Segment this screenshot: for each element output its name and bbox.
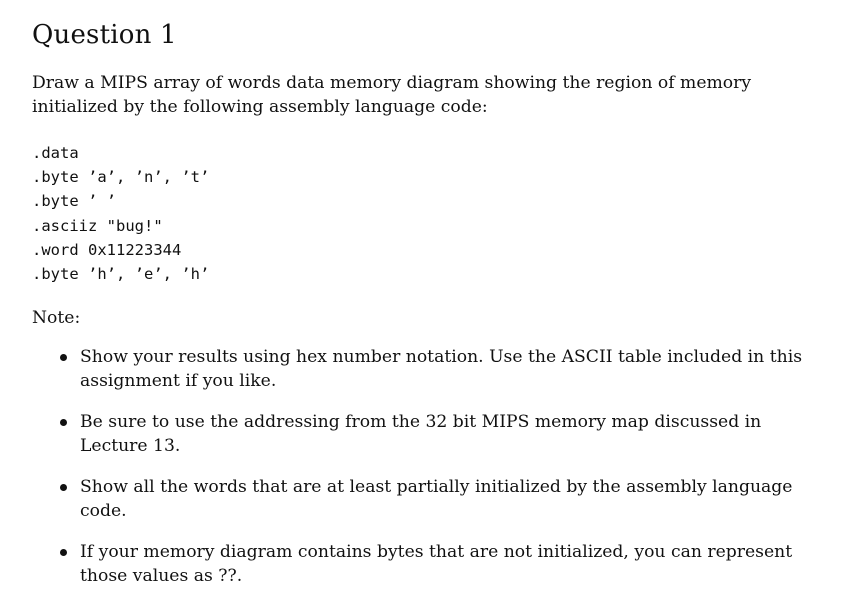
question-prompt: Draw a MIPS array of words data memory diagram showing the region of memory initialized by the following assembly language code:: [32, 73, 752, 117]
notes-list: [32, 345, 822, 605]
code-line: .byte ’ ’: [32, 192, 116, 211]
bullet-icon: [60, 354, 67, 361]
note-text: Show your results using hex number notation. Use the ASCII table included in this assignment if you like.: [80, 347, 803, 391]
question-title: Question 1: [32, 20, 177, 50]
bullet-icon: [60, 484, 67, 491]
note-item: [32, 540, 822, 588]
note-item: [32, 475, 822, 523]
note-item: [32, 345, 822, 393]
code-line: .byte ’h’, ’e’, ’h’: [32, 264, 210, 283]
bullet-icon: [60, 549, 67, 556]
code-line: .word 0x11223344: [32, 240, 182, 259]
code-line: .data: [32, 144, 79, 162]
code-line: .asciiz "bug!": [32, 216, 163, 235]
note-label: Note:: [32, 308, 81, 328]
note-text: Show all the words that are at least partially initialized by the assembly language code.: [80, 477, 793, 521]
note-text: Be sure to use the addressing from the 32 bit MIPS memory map discussed in Lecture 13.: [80, 412, 762, 456]
note-text: If your memory diagram contains bytes that are not initialized, you can represent those values as ??.: [80, 542, 793, 586]
code-line: .byte ’a’, ’n’, ’t’: [32, 168, 210, 187]
assembly-code-block: [32, 141, 209, 286]
note-item: [32, 410, 822, 458]
bullet-icon: [60, 419, 67, 426]
